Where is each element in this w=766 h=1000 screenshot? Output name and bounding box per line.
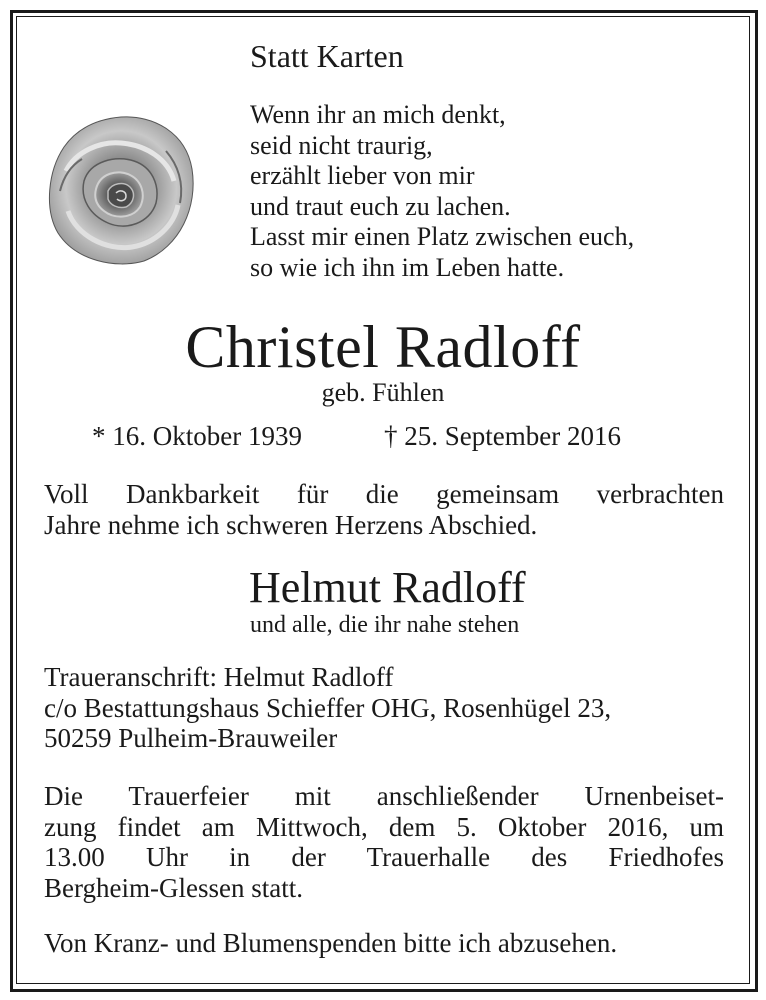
header-title: Statt Karten [250, 38, 404, 74]
mourning-address [44, 662, 611, 754]
ceremony-paragraph [44, 781, 724, 903]
poem-line: Lasst mir einen Platz zwischen euch, [250, 222, 635, 252]
address-line: 50259 Pulheim-Brauweiler [44, 723, 338, 753]
address-line: Traueranschrift: Helmut Radloff [44, 662, 394, 692]
poem-line: seid nicht traurig, [250, 130, 433, 160]
ceremony-line: 13.00 Uhr in der Trauerhalle des Friedhofes [44, 842, 724, 872]
ceremony-line: Bergheim-Glessen statt. [44, 872, 303, 903]
address-line: c/o Bestattungshaus Schieffer OHG, Rosenhügel 23, [44, 692, 612, 723]
birth-date: * 16. Oktober 1939 [92, 421, 302, 451]
birth-name: geb. Fühlen [321, 378, 445, 407]
poem-line: und traut euch zu lachen. [250, 191, 511, 221]
signer-subtitle: und alle, die ihr nahe stehen [250, 612, 520, 638]
deceased-name: Christel Radloff [185, 314, 581, 380]
death-date: † 25. September 2016 [384, 421, 621, 451]
ceremony-line: zung findet am Mittwoch, dem 5. Oktober 2016, um [44, 811, 724, 842]
poem-line: erzählt lieber von mir [250, 161, 475, 191]
closing-note: Von Kranz- und Blumenspenden bitte ich abzusehen. [44, 928, 618, 958]
ceremony-line: Die Trauerfeier mit anschließender Urnenbeiset- [44, 781, 724, 811]
poem-line: so wie ich ihn im Leben hatte. [250, 252, 565, 282]
thanks-paragraph [44, 479, 724, 540]
poem-line: Wenn ihr an mich denkt, [250, 100, 506, 129]
poem [250, 100, 634, 284]
signer-name: Helmut Radloff [249, 563, 526, 612]
thanks-line: Voll Dankbarkeit für die gemeinsam verbrachten [44, 479, 724, 509]
thanks-line: Jahre nehme ich schweren Herzens Abschied. [44, 509, 538, 540]
rose-icon [46, 111, 196, 266]
